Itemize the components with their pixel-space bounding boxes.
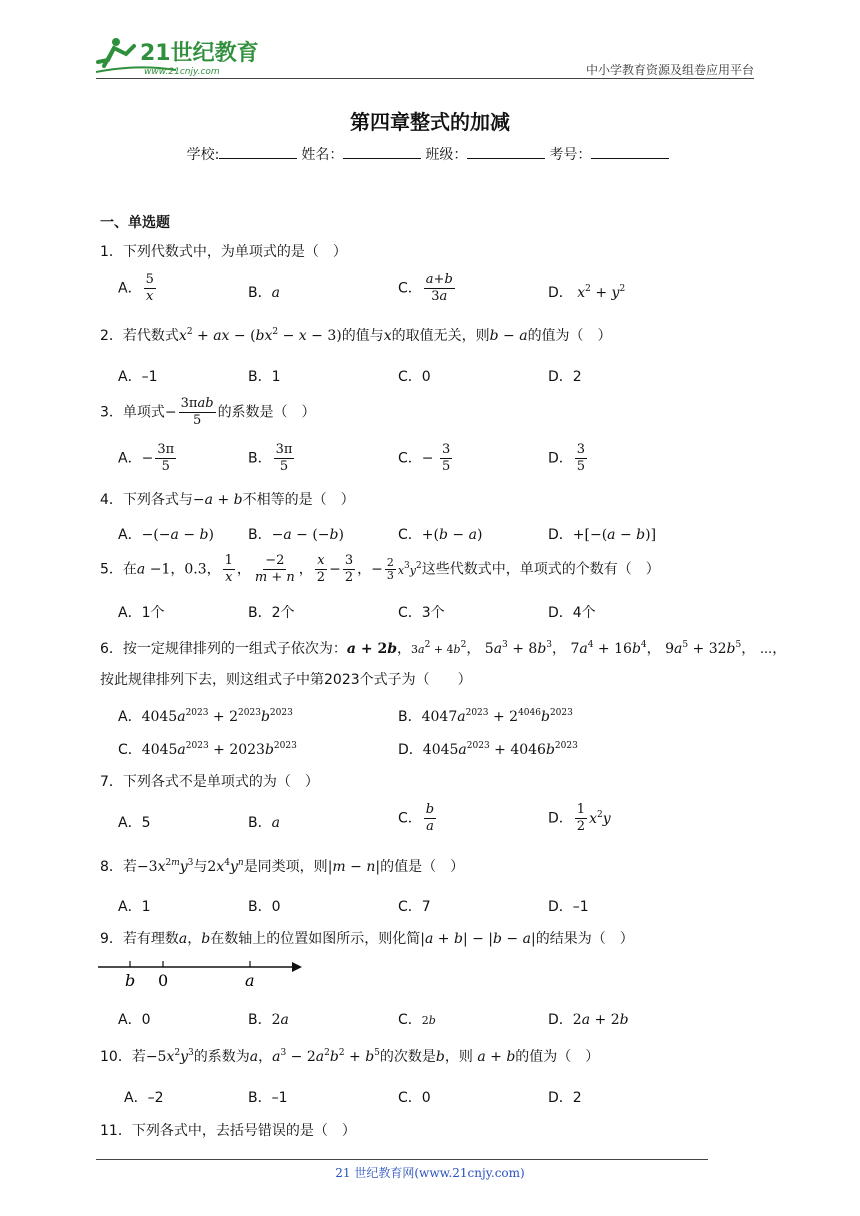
q6-option-b[interactable]: B．$4047a^{2023} + 2^{4046}b^{2023}$ [398,708,573,725]
question-8: 8．若$-3x^{2m}y^3$与$2x^4y^n$是同类项，则|m − n|的值是（ ） [100,858,465,875]
q7-option-b[interactable]: B．a [248,815,280,831]
exam-no-label: 考号： [549,147,592,163]
number-line [98,958,302,992]
q9-option-c[interactable]: C．2b [398,1012,436,1028]
question-2: 2．若代数式$x^2$ + ax − $(bx^2 - x - 3)$的值与x的取值无关，则b − a的值为（ ） [100,327,612,344]
q8-option-d[interactable]: D．–1 [548,899,589,915]
q1-option-d[interactable]: D． $x^2 + y^2$ [548,284,626,301]
q2-option-d[interactable]: D．2 [548,369,582,385]
q4-option-b[interactable]: B．−a − (−b) [248,527,344,543]
q10-option-d[interactable]: D．2 [548,1090,582,1106]
q5-option-b[interactable]: B．2个 [248,605,295,621]
school-blank[interactable] [219,145,297,159]
q3-option-a[interactable]: A．− $\frac{3\pi}{5}$ [118,442,175,474]
question-6-line2: 按此规律排列下去，则这组式子中第2023个式子为（ ） [100,672,472,688]
q7-option-d[interactable]: D． $\frac{1}{2}$ $x^2y$ [548,802,611,834]
footer-divider [96,1159,708,1160]
q9-option-d[interactable]: D．2a + 2b [548,1012,629,1028]
q6-option-a[interactable]: A．$4045a^{2023} + 2^{2023}b^{2023}$ [118,708,293,725]
svg-text:www.21cnjy.com: www.21cnjy.com [144,67,220,77]
q8-option-c[interactable]: C．7 [398,899,431,915]
q4-option-c[interactable]: C．+(b − a) [398,527,483,543]
q6-option-c[interactable]: C．$4045a^{2023} + 2023b^{2023}$ [118,741,297,758]
footer-link[interactable]: 21 世纪教育网(www.21cnjy.com) [335,1166,525,1180]
question-5: 5．在a −1，0.3， $\frac{1}{x}$ ， $\frac{-2}{m + n}$ ， $\frac{x}{2}$ − $\frac{3}{2}$ ，− $\frac{2}{3}$ $x^3y^2$这些代数式中，单项式的个数有（ ） [100,553,660,585]
q9-option-a[interactable]: A．0 [118,1012,151,1028]
q2-option-c[interactable]: C．0 [398,369,431,385]
q5-option-a[interactable]: A．1个 [118,605,165,621]
svg-text:21世纪教育: 21世纪教育 [140,41,259,66]
q9-option-b[interactable]: B．2a [248,1012,289,1028]
q5-option-c[interactable]: C．3个 [398,605,445,621]
class-label: 班级： [425,147,468,163]
student-info-line [0,144,860,164]
platform-label: 中小学教育资源及组卷应用平台 [585,63,754,77]
q4-option-a[interactable]: A．−(−a − b) [118,527,214,543]
q3-option-c[interactable]: C．− $\frac{3}{5}$ [398,442,451,474]
q1-option-b[interactable]: B．a [248,285,280,301]
exam-no-blank[interactable] [591,145,669,159]
question-6: 6．按一定规律排列的一组式子依次为：a + 2b，$3a^2 + 4b^2$， $5a^3 + 8b^3$， $7a^4 + 16b^4$， $9a^5 + 32b^5$， ⋯， [100,640,787,657]
question-11: 11．下列各式中，去括号错误的是（ ） [100,1123,356,1139]
q8-option-a[interactable]: A．1 [118,899,151,915]
school-label: 学校: [186,147,220,163]
q7-option-a[interactable]: A．5 [118,815,151,831]
name-blank[interactable] [343,145,421,159]
question-4: 4．下列各式与−a + b不相等的是（ ） [100,492,355,508]
q1-option-a[interactable]: A． $\frac{5}{x}$ [118,272,154,304]
q3-option-b[interactable]: B． $\frac{3\pi}{5}$ [248,442,293,474]
page-title: 第四章整式的加减 [350,110,510,134]
q10-option-b[interactable]: B．–1 [248,1090,288,1106]
axis-label-zero: 0 [158,971,169,990]
class-blank[interactable] [467,145,545,159]
q1-option-c[interactable]: C． $\frac{a+b}{3a}$ [398,272,453,304]
question-9: 9．若有理数a，b在数轴上的位置如图所示，则化简|a + b| − |b − a|的结果为（ ） [100,931,634,947]
site-logo [96,34,266,78]
q10-option-a[interactable]: A．–2 [124,1090,164,1106]
q7-option-c[interactable]: C． $\frac{b}{a}$ [398,802,435,834]
q2-option-b[interactable]: B．1 [248,369,281,385]
q8-option-b[interactable]: B．0 [248,899,281,915]
q2-option-a[interactable]: A．–1 [118,369,158,385]
question-3: 3．单项式− $\frac{\text{3πab}}{5}$ 的系数是（ ） [100,396,316,428]
q4-option-d[interactable]: D．+[−(a − b)] [548,527,657,543]
axis-label-b: b [125,971,136,990]
question-1: 1．下列代数式中，为单项式的是（ ） [100,244,347,260]
q6-option-d[interactable]: D．$4045a^{2023} + 4046b^{2023}$ [398,741,578,758]
question-10: 10．若$-5x^2y^3$的系数为a，$a^3 - 2a^2b^2 + b^5$的次数是b，则 a + b的值为（ ） [100,1048,600,1065]
q10-option-c[interactable]: C．0 [398,1090,431,1106]
section-heading: 一、单选题 [100,215,170,231]
q5-option-d[interactable]: D．4个 [548,605,596,621]
q3-option-d[interactable]: D． $\frac{3}{5}$ [548,442,586,474]
header-divider [96,78,754,79]
axis-label-a: a [245,971,255,990]
name-label: 姓名： [301,147,344,163]
question-7: 7．下列各式不是单项式的为（ ） [100,774,319,790]
